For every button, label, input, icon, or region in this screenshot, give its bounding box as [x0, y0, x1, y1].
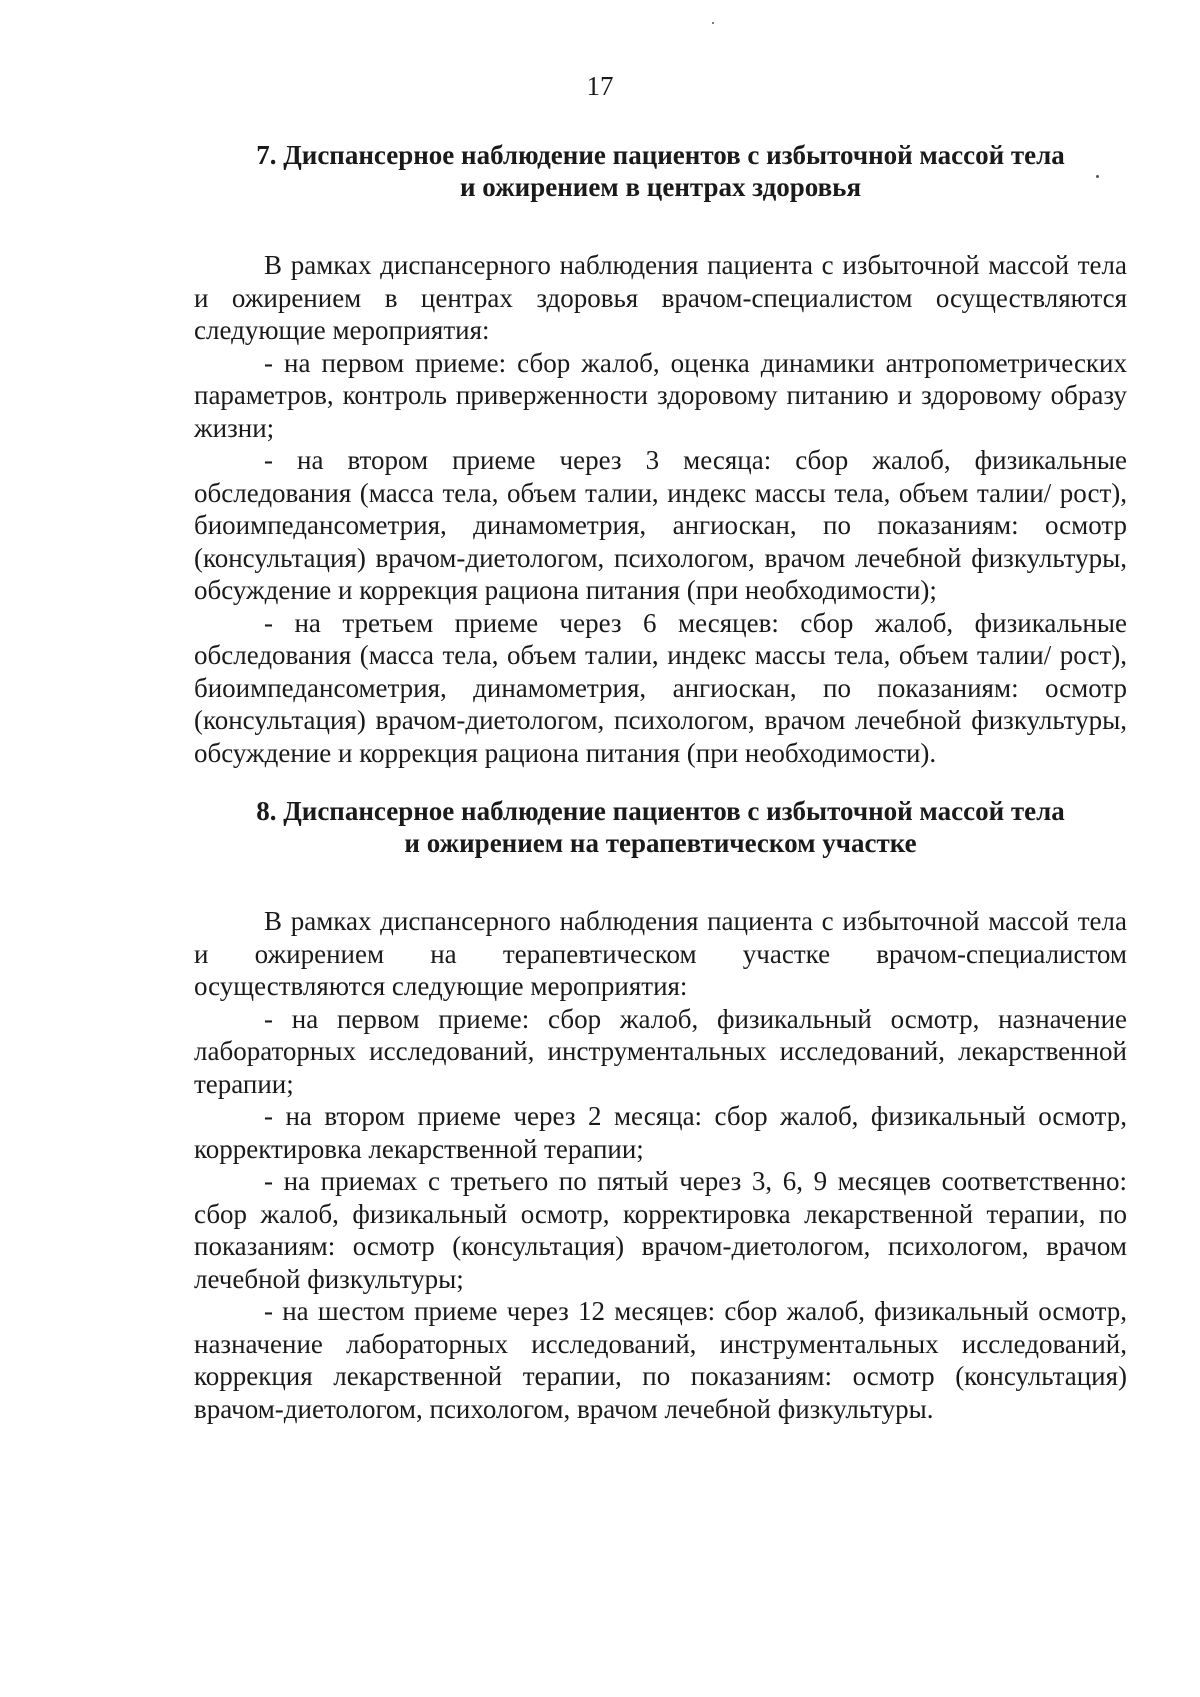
- section-title-line: 8. Диспансерное наблюдение пациентов с избыточной массой тела: [256, 796, 1065, 826]
- scan-speck: [1096, 175, 1099, 178]
- section-title: [194, 139, 1127, 203]
- scan-speck: [712, 22, 714, 24]
- list-item-paragraph: - на втором приеме через 3 месяца: сбор жалоб, физикальные обследования (масса тела, объем талии, индекс массы тела, объем талии/ рост), биоимпедансометрия, динамометрия, ангиоскан, по показаниям: осмотр (консультация) врачом-диетологом, психологом, врачом лечебной физкультуры, обсуждение и коррекция рациона питания (при необходимости);: [194, 445, 1127, 605]
- list-item-paragraph: - на втором приеме через 2 месяца: сбор жалоб, физикальный осмотр, корректировка лекарственной терапии;: [194, 1101, 1127, 1164]
- list-item-paragraph: - на первом приеме: сбор жалоб, оценка динамики антропометрических параметров, контроль приверженности здоровому питанию и здоровому образу жизни;: [194, 347, 1127, 443]
- section-title-line: и ожирением в центрах здоровья: [459, 172, 862, 202]
- section-title: [194, 795, 1127, 859]
- list-item-paragraph: - на первом приеме: сбор жалоб, физикальный осмотр, назначение лабораторных исследований, инструментальных исследований, лекарственной терапии;: [194, 1003, 1127, 1099]
- section-title-line: и ожирением на терапевтическом участке: [404, 828, 917, 858]
- page-number: 17: [586, 71, 614, 101]
- section-8: [194, 795, 1127, 1425]
- section-7: [194, 139, 1127, 769]
- intro-paragraph: В рамках диспансерного наблюдения пациента с избыточной массой тела и ожирением в центрах здоровья врачом-специалистом осуществляются следующие мероприятия:: [194, 250, 1127, 345]
- section-title-line: 7. Диспансерное наблюдение пациентов с избыточной массой тела: [256, 140, 1065, 170]
- list-item-paragraph: - на третьем приеме через 6 месяцев: сбор жалоб, физикальные обследования (масса тела, объем талии, индекс массы тела, объем талии/ рост), биоимпедансометрия, динамометрия, ангиоскан, по показаниям: осмотр (консультация) врачом-диетологом, психологом, врачом лечебной физкультуры, обсуждение и коррекция рациона питания (при необходимости).: [194, 607, 1127, 768]
- document-body: [194, 139, 1127, 1425]
- intro-paragraph: В рамках диспансерного наблюдения пациента с избыточной массой тела и ожирением на терапевтическом участке врачом-специалистом осуществляются следующие мероприятия:: [194, 906, 1127, 1001]
- list-item-paragraph: - на шестом приеме через 12 месяцев: сбор жалоб, физикальный осмотр, назначение лабораторных исследований, инструментальных исследований, коррекция лекарственной терапии, по показаниям: осмотр (консультация) врачом-диетологом, психологом, врачом лечебной физкультуры.: [194, 1296, 1127, 1424]
- list-item-paragraph: - на приемах с третьего по пятый через 3, 6, 9 месяцев соответственно: сбор жалоб, физикальный осмотр, корректировка лекарственной терапии, по показаниям: осмотр (консультация) врачом-диетологом, психологом, врачом лечебной физкультуры;: [194, 1166, 1127, 1294]
